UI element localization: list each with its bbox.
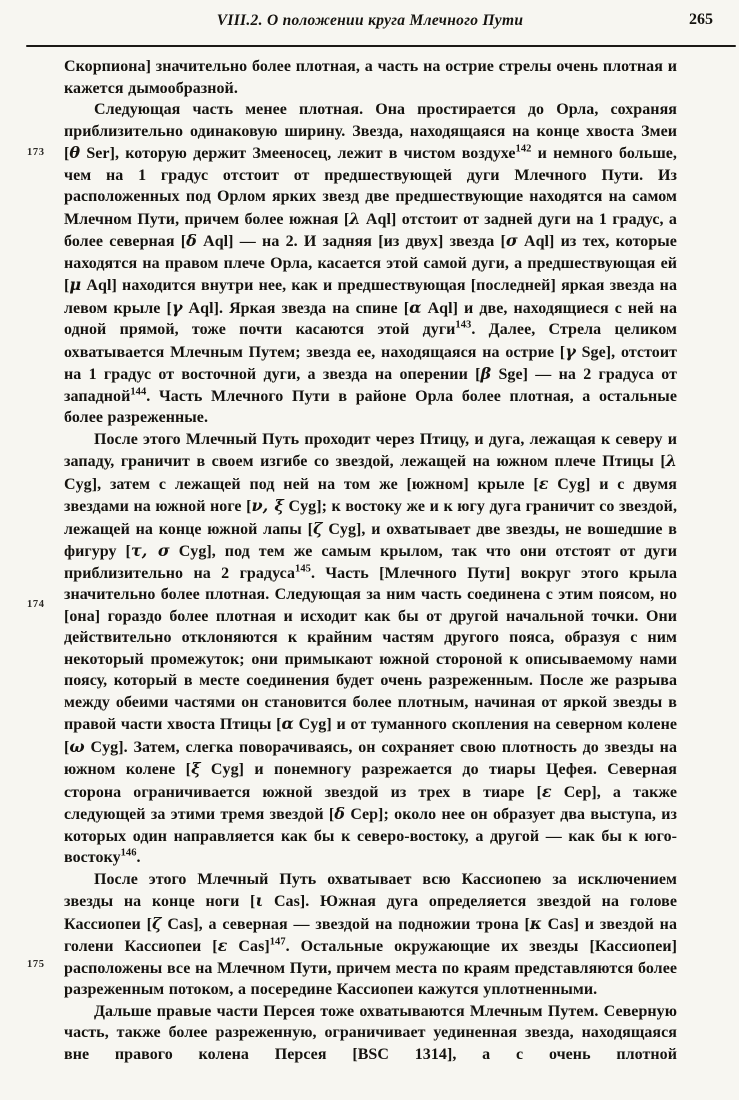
footnote-reference: 142 — [515, 143, 532, 155]
text-run: Cyg]. Затем, слегка поворачиваясь, он сохраняет свою плотность до звезды на южном колене [ — [64, 738, 677, 778]
text-run: Aql] находится внутри нее, как и предшествующая [последней] яркая звезда на левом крыле [ — [64, 277, 677, 317]
footnote-reference: 147 — [269, 936, 286, 948]
star-designation: ω — [69, 736, 85, 756]
text-run: Cep], а также следующей за этими тремя звездой [ — [64, 783, 677, 823]
text-run: Cyg]; к востоку же и к югу дуга граничит со звездой, лежащей на конце южной лапы [ — [64, 498, 678, 538]
margin-line-number: 174 — [27, 599, 45, 610]
text-run: . Часть Млечного Пути в районе Орла более плотная, а остальные более разреженные. — [64, 387, 677, 426]
text-run: Дальше правые части Персея тоже охватываются Млечным Путем. Северную часть, также более разреженную, ограничивает уединенная звезда, находящаяся вне правого колена Персея [BSC 1314], а с очень плотной — [64, 1002, 677, 1063]
footnote-reference: 144 — [130, 386, 147, 398]
star-designation: ν, ξ — [251, 496, 284, 515]
star-designation: λ — [665, 451, 677, 470]
text-run: . Остальные окружающие их звезды [Кассиопеи] расположены все на Млечном Пути, причем места по краям представляются более разреженным потоком, а посередине Кассиопеи кажутся уплотненными. — [64, 938, 678, 998]
text-run: и немного больше, чем на 1 градус отстоит от предшествующей дуги Млечного Пути. Из расположенных под Орлом ярких звезд две предшествующие находятся на самом Млечном Пути, причем более южная [ — [64, 145, 677, 228]
text-run: Cas] и звездой на голени Кассиопеи [ — [64, 915, 677, 955]
star-designation: κ — [529, 913, 542, 933]
star-designation: μ — [69, 275, 82, 294]
star-designation: β — [480, 364, 492, 383]
star-designation: α — [409, 297, 422, 317]
paragraph — [64, 1001, 677, 1066]
text-run: Sge] — на 2 градуса от западной — [64, 366, 677, 405]
text-run: . Часть [Млечного Пути] вокруг этого крыла значительно более плотная. Следующая за ним часть соединена с этим поясом, но [она] гораздо более плотная и исходит как бы от другой начальной точки. Они действительно отклоняются к крайним частям другого пояса, образуя с ним некоторый промежуток; они примыкают южной стороной к описываемому нами поясу, который в месте соединения будет очень разреженным. После же разрыва между обеими частями он становится более плотным, начиная от яркой звезды в правой части хвоста Птицы [ — [64, 564, 677, 733]
text-run: Cyg], и охватывает две звезды, не вошедшие в фигуру [ — [64, 520, 677, 560]
margin-line-number: 173 — [27, 147, 45, 158]
text-run: Cyg] и с двумя звездами на южной ноге [ — [64, 475, 678, 515]
star-designation: ε — [217, 936, 228, 955]
text-run: Cyg] и от туманного скопления на северном колене [ — [64, 716, 678, 756]
text-run: Cas], а северная — звездой на подножии трона [ — [161, 915, 530, 933]
text-run: Cyg], под тем же самым крылом, так что они отстоят от дуги приблизительно на 2 градуса — [64, 543, 677, 582]
star-designation: θ — [69, 143, 81, 162]
text-run: Aql] и две, находящиеся с ней на одной прямой, тоже почти касаются этой дуги — [64, 299, 677, 338]
header-rule-divider — [26, 45, 736, 47]
text-run: После этого Млечный Путь охватывает всю Кассиопею за исключением звезды на конце ноги [ — [64, 870, 677, 910]
star-designation: ε — [541, 781, 552, 801]
text-run: . — [136, 849, 141, 866]
star-designation: τ, σ — [130, 541, 170, 560]
text-run: Следующая часть менее плотная. Она простирается до Орла, сохраняя приблизительно одинаковую ширину. Звезда, находящаяся на конце хвоста Змеи [ — [64, 101, 677, 162]
text-run: Ser], которую держит Змееносец, лежит в чистом воздухе — [80, 145, 516, 162]
page-number: 265 — [689, 11, 713, 28]
paragraph — [64, 99, 677, 429]
text-run: . Далее, Стрела целиком охватывается Млечным Путем; звезда ее, находящаяся на острие [ — [64, 321, 677, 361]
paragraph — [64, 429, 677, 869]
star-designation: δ — [186, 231, 197, 250]
star-designation: ξ — [191, 759, 201, 778]
text-run: Cas] — [227, 938, 270, 955]
star-designation: δ — [334, 804, 346, 823]
text-run: Aql]. Яркая звезда на спине [ — [182, 299, 410, 317]
text-run: Cep]; около нее он образует два выступа, из которых один направляется как бы к северо-востоку, а другой — как бы к юго-востоку — [64, 806, 677, 866]
star-designation: ε — [538, 473, 549, 493]
text-column — [64, 56, 677, 1065]
text-run: Cas]. Южная дуга определяется звездой на голове Кассиопеи [ — [64, 893, 677, 933]
paragraph — [64, 56, 677, 99]
star-designation: γ — [565, 341, 576, 361]
footnote-reference: 146 — [120, 847, 137, 859]
text-run: Aql] из тех, которые находятся на правом плече Орла, касается этой самой дуги, а предшествующая ей [ — [64, 233, 677, 294]
paragraph — [64, 869, 677, 1001]
star-designation: α — [281, 714, 294, 733]
text-run: Aql] — на 2. И задняя [из двух] звезда [ — [196, 233, 506, 250]
text-run: Sge], отстоит на 1 градус от восточной дуги, а звезда на оперении [ — [64, 343, 677, 383]
star-designation: γ — [171, 297, 183, 317]
running-header-title: VIII.2. О положении круга Млечного Пути — [216, 12, 524, 29]
star-designation: λ — [349, 208, 361, 228]
star-designation: ζ — [152, 913, 162, 933]
footnote-reference: 143 — [455, 319, 472, 331]
footnote-reference: 145 — [295, 563, 311, 575]
star-designation: ι — [255, 891, 264, 910]
star-designation: σ — [505, 231, 518, 250]
text-run: Cyg] и понемногу разрежается до тиары Цефея. Северная сторона ограничивается южной звездой из трех в тиаре [ — [64, 761, 677, 801]
text-run: После этого Млечный Путь проходит через Птицу, и дуга, лежащая к северу и западу, граничит в своем изгибе со звездой, лежащей на южном плече Птицы [ — [64, 430, 677, 470]
text-run: Скорпиона] значительно более плотная, а часть на острие стрелы очень плотная и кажется дымообразной. — [64, 58, 677, 97]
margin-line-number: 175 — [27, 959, 45, 970]
text-run: Cyg], затем с лежащей под ней на том же [южном] крыле [ — [64, 475, 539, 493]
text-run: Aql] отстоит от задней дуги на 1 градус, а более северная [ — [64, 210, 677, 250]
star-designation: ζ — [313, 518, 323, 538]
